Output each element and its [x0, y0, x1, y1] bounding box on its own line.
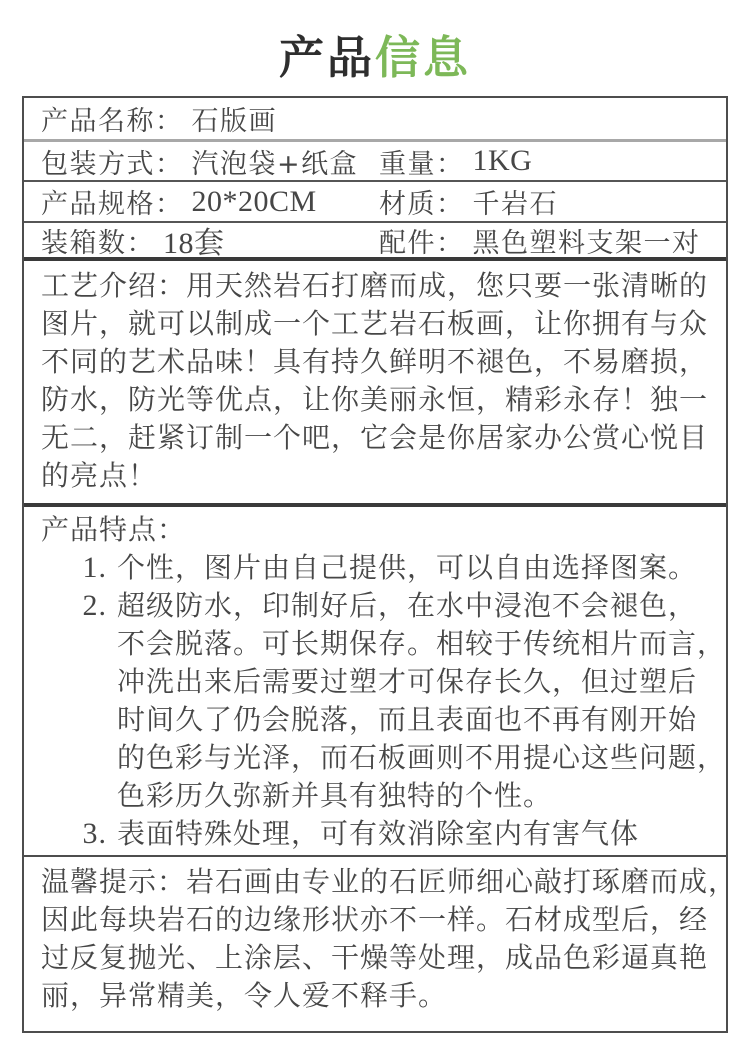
tips-line: 因此每块岩石的边缘形状亦不一样。石材成型后，经	[41, 903, 709, 936]
craft-line: 防水，防光等优点，让你美丽永恒，精彩永存！独一	[41, 383, 709, 416]
product-info-table	[22, 96, 738, 1033]
feature-item-number: 2.	[82, 589, 107, 622]
packaging-value: 汽泡袋+纸盒	[191, 148, 359, 180]
features-section	[24, 507, 726, 857]
feature-line: 个性，图片由自己提供，可以自由选择图案。	[117, 551, 698, 584]
tips-line: 丽，异常精美，令人爱不释手。	[41, 979, 448, 1012]
spec-value: 20*20CM	[191, 184, 317, 218]
feature-item-text	[117, 549, 712, 587]
accessory-value: 黑色塑料支架一对	[472, 227, 701, 259]
feature-item-text	[117, 815, 712, 853]
row-product-name	[24, 98, 726, 142]
feature-line: 超级防水，印制好后，在水中浸泡不会褪色，	[117, 589, 698, 622]
craft-line-text: 用天然岩石打磨而成，您只要一张清晰的	[186, 269, 709, 302]
product-name-label: 产品名称：	[41, 106, 184, 137]
box-count-label: 装箱数：	[41, 227, 155, 259]
feature-item	[41, 587, 727, 815]
tips-label: 温馨提示：	[41, 865, 187, 898]
page-title	[0, 10, 750, 96]
features-header: 产品特点：	[41, 513, 187, 546]
feature-item-text	[117, 587, 726, 815]
feature-line: 的色彩与光泽，而石板画则不用提心这些问题，	[117, 741, 727, 774]
tips-section	[24, 857, 738, 1031]
spec-label: 产品规格：	[41, 189, 184, 220]
craft-intro-section	[24, 261, 726, 507]
row-spec-material	[24, 182, 726, 223]
page-title-product-part: 产品	[278, 30, 375, 84]
material-value: 千岩石	[472, 189, 558, 220]
material-cell	[379, 182, 558, 221]
packaging-cell	[41, 142, 358, 181]
feature-line: 色彩历久弥新并具有独特的个性。	[117, 779, 553, 812]
row-packaging-weight	[24, 142, 726, 182]
page-title-info-part: 信息	[375, 30, 472, 84]
feature-line: 时间久了仍会脱落，而且表面也不再有刚开始	[117, 703, 698, 736]
tips-line-text: 岩石画由专业的石匠师细心敲打琢磨而成，	[186, 865, 738, 898]
weight-cell	[379, 142, 532, 180]
row-boxcount-accessory	[24, 223, 726, 261]
weight-value: 1KG	[472, 144, 533, 177]
craft-line: 图片，就可以制成一个工艺岩石板画，让你拥有与众	[41, 307, 709, 340]
feature-item-number: 1.	[82, 551, 107, 584]
feature-line: 不会脱落。可长期保存。相较于传统相片而言，	[117, 627, 727, 660]
tips-line	[41, 863, 738, 901]
craft-intro-label: 工艺介绍：	[41, 269, 187, 302]
craft-line	[41, 267, 712, 305]
tips-line: 过反复抛光、上涂层、干燥等处理，成品色彩逼真艳	[41, 941, 709, 974]
craft-line: 的亮点！	[41, 459, 158, 492]
feature-line: 表面特殊处理，可有效消除室内有害气体	[117, 817, 640, 850]
feature-item-number: 3.	[82, 817, 107, 850]
craft-line: 无二，赶紧订制一个吧，它会是你居家办公赏心悦目	[41, 421, 709, 454]
material-label: 材质：	[379, 189, 465, 220]
accessory-cell	[379, 223, 701, 257]
product-name-value: 石版画	[191, 106, 277, 137]
accessory-label: 配件：	[379, 227, 465, 259]
spec-cell	[41, 182, 317, 221]
weight-label: 重量：	[379, 148, 465, 180]
packaging-label: 包装方式：	[41, 148, 184, 180]
craft-line: 不同的艺术品味！具有持久鲜明不褪色，不易磨损，	[41, 345, 709, 378]
box-count-cell	[41, 218, 225, 262]
feature-line: 冲洗出来后需要过塑才可保存长久，但过塑后	[117, 665, 698, 698]
box-count-value: 18套	[163, 227, 225, 260]
feature-item	[41, 815, 712, 853]
feature-item	[41, 549, 712, 587]
